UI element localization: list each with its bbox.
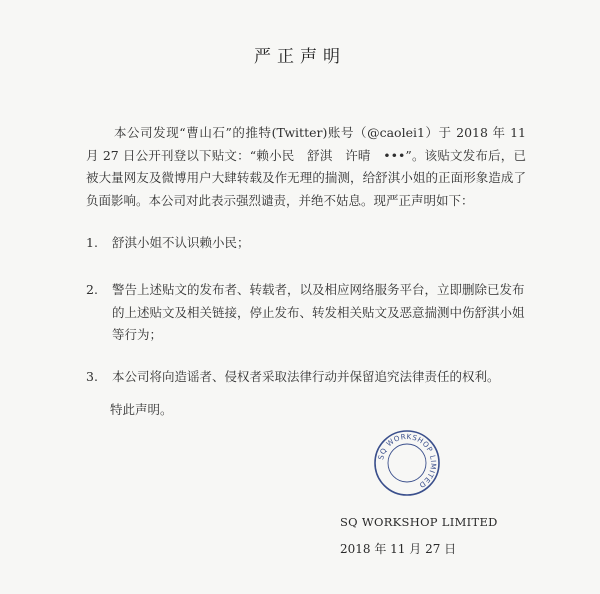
signature-date: 2018 年 11 月 27 日	[340, 542, 457, 556]
intro-paragraph: 本公司发现“曹山石”的推特(Twitter)账号（@caolei1）于 2018 年 11 月 27 日公开刊登以下贴文：“赖小民 舒淇 许晴 •••”。该贴文发布后，已被大量网友及微博用户大肆转载及作无理的揣测，给舒淇小姐的正面形象造成了负面影响。本公司对此表示强烈谴责，并绝不姑息。现严正声明如下：	[86, 125, 526, 208]
svg-text:SQ WORKSHOP LIMITED: SQ WORKSHOP LIMITED	[376, 431, 439, 491]
list-number: 2.	[86, 282, 98, 297]
list-text: 警告上述贴文的发布者、转载者，以及相应网络服务平台，立即删除已发布的上述贴文及相关链接，停止发布、转发相关贴文及恶意揣测中伤舒淇小姐等行为；	[112, 282, 525, 342]
list-number: 3.	[86, 369, 98, 384]
company-seal-stamp	[372, 428, 442, 498]
company-name: SQ WORKSHOP LIMITED	[340, 515, 498, 529]
list-text: 舒淇小姐不认识赖小民；	[112, 235, 250, 250]
list-number: 1.	[86, 235, 98, 250]
list-item	[86, 279, 526, 347]
list-text: 本公司将向造谣者、侵权者采取法律行动并保留追究法律责任的权利。	[112, 369, 500, 384]
list-item	[86, 366, 526, 389]
list-item	[86, 232, 526, 255]
closing-text: 特此声明。	[110, 402, 173, 417]
document-title: 严正声明	[254, 47, 346, 67]
